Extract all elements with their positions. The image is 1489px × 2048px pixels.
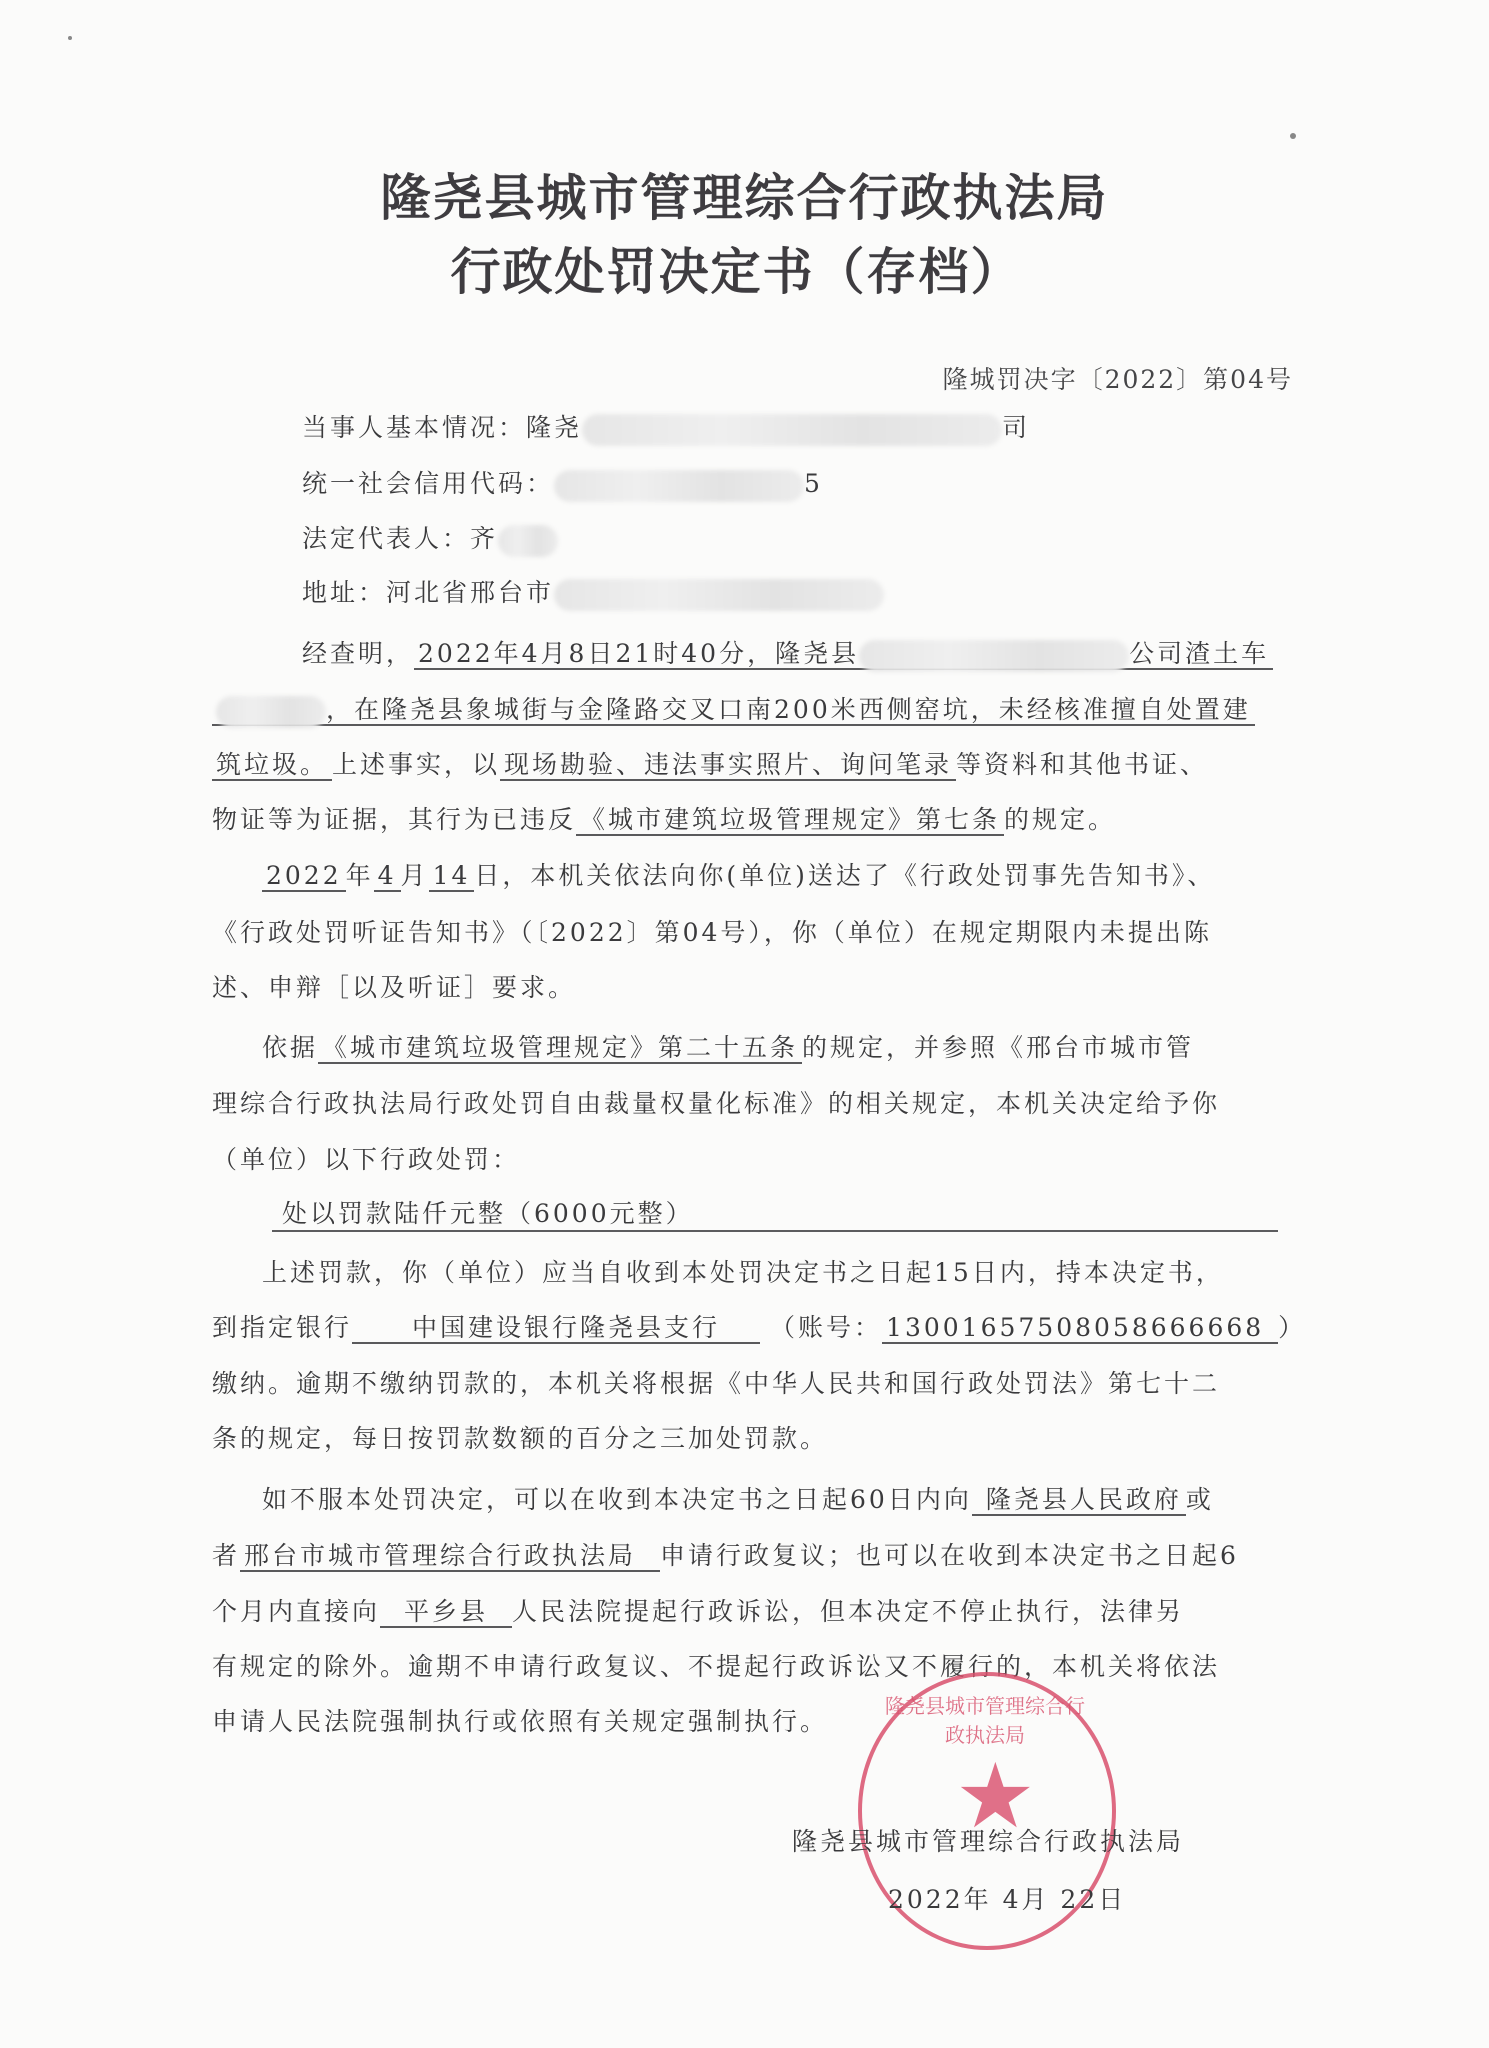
redacted-rep-name	[498, 525, 558, 557]
scan-speck	[68, 36, 72, 40]
party-credit-code: 统一社会信用代码： 5	[302, 466, 823, 502]
signing-agency: 隆尧县城市管理综合行政执法局	[792, 1827, 1185, 1856]
document-subtitle: 行政处罚决定书（存档）	[450, 243, 1023, 301]
document-number: 隆城罚决字〔2022〕第04号	[942, 365, 1293, 394]
appeal-line-5: 申请人民法院强制执行或依照有关规定强制执行。	[212, 1707, 829, 1736]
party-basic-info: 当事人基本情况：隆尧 司	[302, 410, 1030, 446]
seal-text: 隆尧县城市管理综合行政执法局	[885, 1694, 1085, 1747]
notice-line-2: 《行政处罚听证告知书》（〔2022〕第04号），你（单位）在规定期限内未提出陈	[212, 918, 1212, 947]
facts-line-4: 物证等为证据，其行为已违反 《城市建筑垃圾管理规定》第七条 的规定。	[212, 805, 1117, 834]
penalty-text: 处以罚款陆仟元整（6000元整）	[282, 1199, 694, 1228]
redacted-company	[859, 640, 1129, 672]
notice-line-3: 述、申辩［以及听证］要求。	[212, 973, 577, 1002]
facts-line-3: 筑垃圾。 上述事实，以 现场勘验、违法事实照片、询问笔录 等资料和其他书证、	[212, 747, 1208, 783]
scan-speck	[1290, 133, 1296, 139]
basis-line-1: 依据 《城市建筑垃圾管理规定》第二十五条 的规定，并参照《邢台市城市管	[262, 1033, 1195, 1062]
payment-line-2: 到指定银行 中国建设银行隆尧县支行 （账号： 13001657508058666668 ）	[212, 1313, 1307, 1342]
payment-line-3: 缴纳。逾期不缴纳罚款的，本机关将根据《中华人民共和国行政处罚法》第七十二	[212, 1369, 1221, 1398]
notice-line-1: 2022 年 4 月 14 日，本机关依法向你(单位)送达了《行政处罚事先告知书》、	[262, 858, 1215, 894]
appeal-line-4: 有规定的除外。逾期不申请行政复议、不提起行政诉讼又不履行的，本机关将依法	[212, 1652, 1221, 1681]
appeal-line-3: 个月内直接向 平乡县 人民法院提起行政诉讼，但本决定不停止执行，法律另	[212, 1597, 1185, 1626]
basis-line-2: 理综合行政执法局行政处罚自由裁量权量化标准》的相关规定，本机关决定给予你	[212, 1089, 1221, 1118]
signing-date: 2022年 4月 22日	[888, 1885, 1127, 1914]
star-icon: ★	[955, 1744, 1036, 1849]
appeal-line-1: 如不服本处罚决定，可以在收到本决定书之日起60日内向 隆尧县人民政府 或	[262, 1485, 1214, 1514]
redacted-company-name	[582, 414, 1002, 446]
redacted-plate	[216, 696, 326, 728]
basis-line-3: （单位）以下行政处罚：	[212, 1145, 521, 1174]
penalty-underline	[272, 1230, 1278, 1232]
redacted-credit-code	[554, 470, 804, 502]
payment-line-1: 上述罚款，你（单位）应当自收到本处罚决定书之日起15日内，持本决定书，	[262, 1258, 1224, 1287]
party-address: 地址：河北省邢台市	[302, 575, 884, 611]
document-title: 隆尧县城市管理综合行政执法局	[380, 169, 1109, 227]
appeal-line-2: 者 邢台市城市管理综合行政执法局 申请行政复议；也可以在收到本决定书之日起6	[212, 1541, 1239, 1570]
facts-line-2: ，在隆尧县象城街与金隆路交叉口南200米西侧窑坑，未经核准擅自处置建	[212, 692, 1255, 728]
party-legal-rep: 法定代表人：齐	[302, 521, 558, 557]
facts-line-1: 经查明， 2022年4月8日21时40分，隆尧县 公司渣土车	[302, 636, 1273, 672]
payment-line-4: 条的规定，每日按罚款数额的百分之三加处罚款。	[212, 1424, 829, 1453]
redacted-address	[554, 579, 884, 611]
